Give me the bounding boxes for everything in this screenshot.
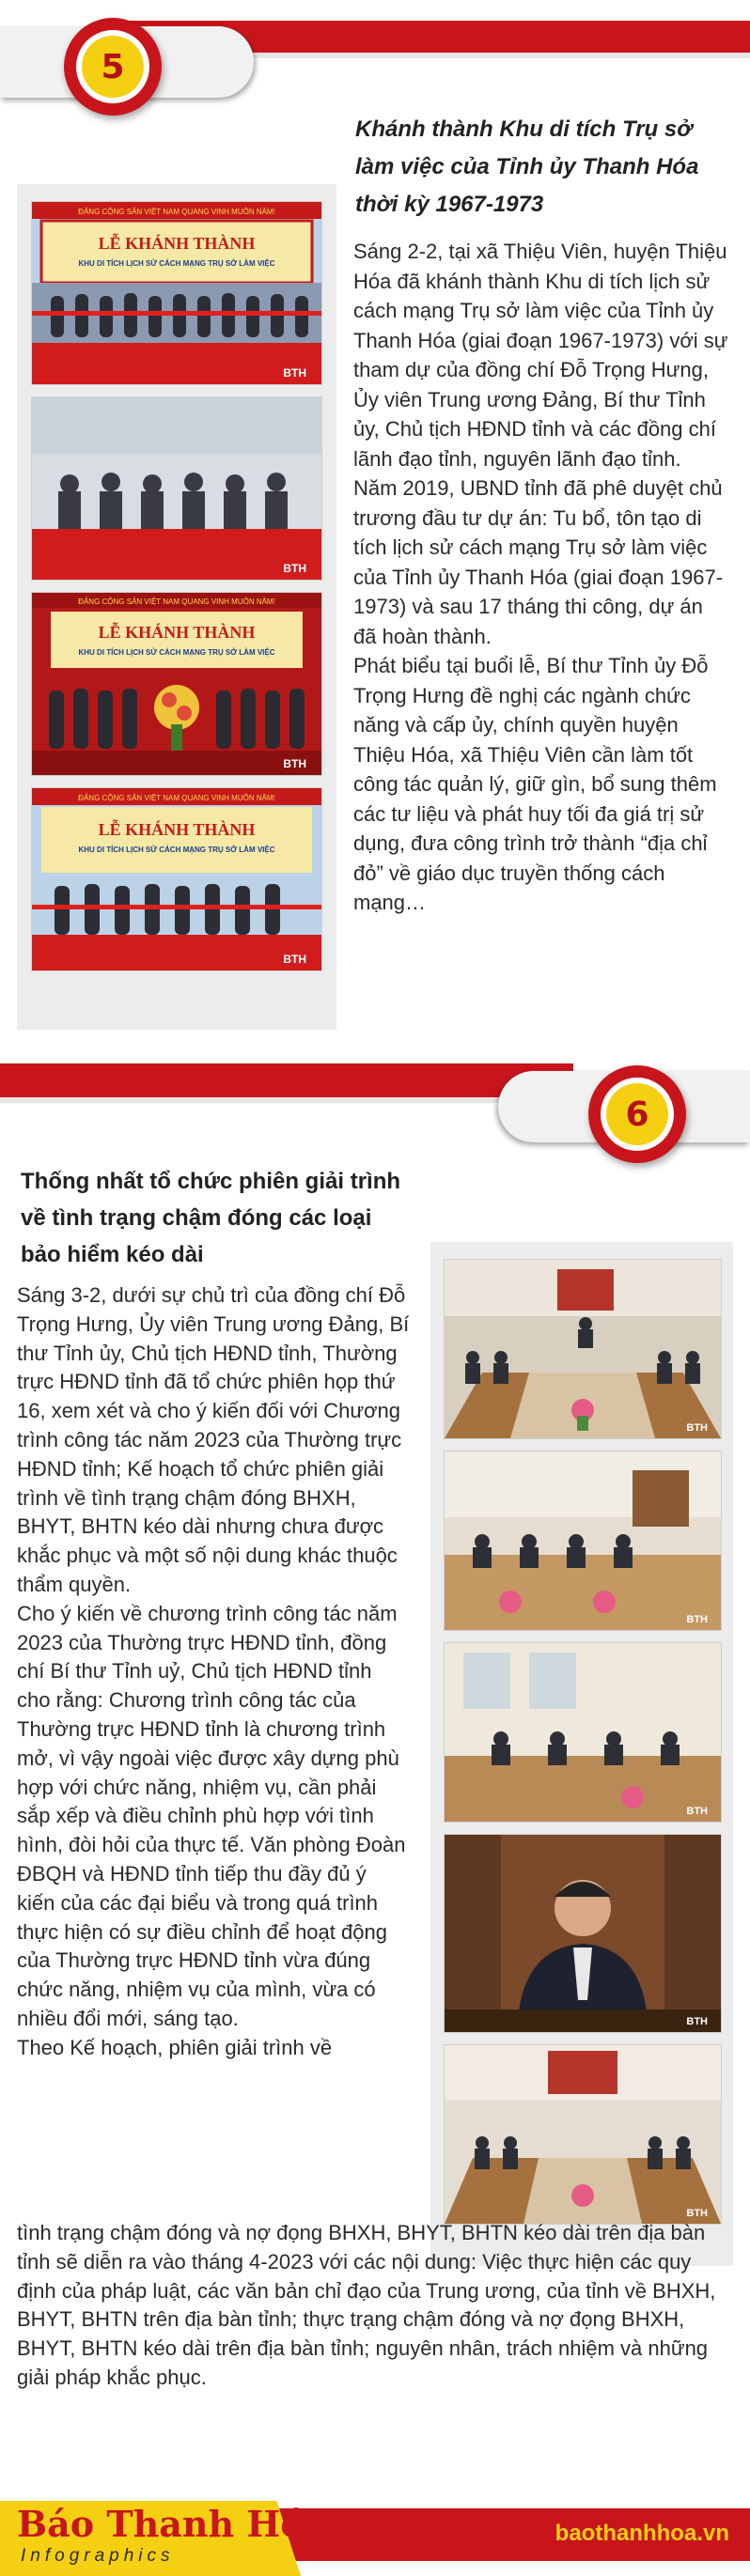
photo-banner-sub: KHU DI TÍCH LỊCH SỬ CÁCH MẠNG TRỤ SỞ LÀM VIỆC — [78, 846, 275, 854]
section6-paragraph-3-continued: tình trạng chậm đóng và nợ đọng BHXH, BHYT, BHTN kéo dài trên địa bàn tỉnh sẽ diễn ra vào tháng 4-2023 với các nội dung: Việc thực hiện các quy định của pháp luật, các văn bản chỉ đạo của Trung ương, của tỉnh về BHXH, BHYT, BHTN trên địa bàn tỉnh; thực trạng chậm đóng và nợ đọng BHXH, BHYT, BHTN kéo dài trên địa bàn tỉnh; nguyên nhân, trách nhiệm và những giải pháp khắc phục. — [17, 2221, 716, 2389]
section5-photo-ribbon-cutting-1 — [31, 201, 322, 385]
section6-body — [17, 1281, 410, 2063]
section6-header-stripe — [0, 1063, 573, 1097]
section5-paragraph-3: Phát biểu tại buổi lễ, Bí thư Tỉnh ủy Đỗ Trọng Hưng đề nghị các ngành chức năng và cấp ủy, chính quyền huyện Thiệu Hóa, xã Thiệu Viên cần làm tốt công tác quản lý, giữ gìn, bổ sung thêm các tư liệu và phát huy tối đa giá trị sử dụng, đưa công trình trở thành “địa chỉ đỏ” về giáo dục truyền thống cách mạng… — [353, 654, 717, 914]
photo-banner-sub: KHU DI TÍCH LỊCH SỬ CÁCH MẠNG TRỤ SỞ LÀM VIỆC — [78, 648, 275, 657]
photo-watermark: BTH — [283, 757, 306, 770]
section5-photo-ribbon-cutting-2 — [31, 787, 322, 971]
section6-number-badge — [588, 1065, 686, 1163]
section5-body — [353, 237, 731, 918]
photo-banner-title: LỄ KHÁNH THÀNH — [98, 820, 256, 839]
section5-photo-audience — [31, 396, 322, 581]
photo-watermark: BTH — [686, 1806, 708, 1817]
section5-number: 5 — [82, 36, 144, 98]
photo-watermark: BTH — [283, 953, 306, 966]
photo-banner-top-text: ĐẢNG CỘNG SẢN VIỆT NAM QUANG VINH MUÔN NĂM! — [78, 597, 275, 606]
footer-brand-logo: Báo Thanh Hóa — [17, 2503, 328, 2545]
photo-banner-title: LỄ KHÁNH THÀNH — [98, 623, 256, 642]
section6-photo-speaker — [444, 1834, 722, 2033]
photo-watermark: BTH — [686, 1422, 708, 1434]
section5-paragraph-1: Sáng 2-2, tại xã Thiệu Viên, huyện Thiệu Hóa đã khánh thành Khu di tích lịch sử cách mạng Trụ sở làm việc của Tỉnh ủy Thanh Hóa (giai đoạn 1967-1973) với sự tham dự của đồng chí Đỗ Trọng Hưng, Ủy viên Trung ương Đảng, Bí thư Tỉnh ủy, Chủ tịch HĐND tỉnh và các đồng chí lãnh đạo tỉnh, nguyên lãnh đạo tỉnh. — [353, 240, 728, 471]
photo-watermark: BTH — [686, 1614, 708, 1625]
section5-paragraph-2: Năm 2019, UBND tỉnh đã phê duyệt chủ trương đầu tư dự án: Tu bổ, tôn tạo di tích lịch sử cách mạng Trụ sở làm việc của Tỉnh ủy Thanh Hóa (giai đoạn 1967-1973) và sau 17 tháng thi công, dự án đã hoàn thành. — [353, 476, 724, 648]
section6-title: Thống nhất tổ chức phiên giải trình về tình trạng chậm đóng các loại bảo hiểm kéo dài — [21, 1169, 401, 1267]
photo-watermark: BTH — [686, 2208, 708, 2219]
footer-brand-subtitle: Infographics — [21, 2546, 175, 2566]
section6-photo-meeting-3 — [444, 1642, 722, 1823]
section6-body-wide — [17, 2219, 733, 2393]
section6-photo-meeting-2 — [444, 1451, 722, 1631]
photo-watermark: BTH — [686, 2016, 708, 2027]
photo-banner-top-text: ĐẢNG CỘNG SẢN VIỆT NAM QUANG VINH MUÔN NĂM! — [78, 208, 275, 216]
photo-banner-title: LỄ KHÁNH THÀNH — [98, 234, 256, 253]
section6-paragraph-1: Sáng 3-2, dưới sự chủ trì của đồng chí Đỗ Trọng Hưng, Ủy viên Trung ương Đảng, Bí thư Tỉnh ủy, Chủ tịch HĐND tỉnh, Thường trực HĐND tỉnh đã tổ chức phiên họp thứ 16, xem xét và cho ý kiến đối với Chương trình công tác năm 2023 của Thường trực HĐND tỉnh; Kế hoạch tổ chức phiên giải trình về tình trạng chậm đóng BHXH, BHYT, BHTN kéo dài nhưng chưa được khắc phục và một số nội dung khác thuộc thẩm quyền. — [17, 1283, 410, 1596]
section5-number-badge — [64, 18, 162, 116]
section5-photo-stage — [31, 592, 322, 776]
section6-photo-meeting-5 — [444, 2044, 722, 2225]
section6-paragraph-3: Theo Kế hoạch, phiên giải trình về — [17, 2035, 333, 2059]
section5-title: Khánh thành Khu di tích Trụ sở làm việc của Tỉnh ủy Thanh Hóa thời kỳ 1967-1973 — [355, 116, 699, 217]
section5-photo-column — [17, 184, 336, 1030]
photo-banner-top-text: ĐẢNG CỘNG SẢN VIỆT NAM QUANG VINH MUÔN NĂM! — [78, 794, 275, 802]
footer-website-link[interactable]: baothanhhoa.vn — [555, 2521, 729, 2546]
section6-photo-column — [430, 1242, 733, 2266]
photo-watermark: BTH — [283, 562, 306, 575]
photo-banner-sub: KHU DI TÍCH LỊCH SỬ CÁCH MẠNG TRỤ SỞ LÀM VIỆC — [78, 259, 275, 268]
section6-photo-meeting-1 — [444, 1259, 722, 1439]
photo-watermark: BTH — [283, 366, 306, 380]
section6-paragraph-2: Cho ý kiến về chương trình công tác năm 2023 của Thường trực HĐND tỉnh, đồng chí Bí thư Tỉnh uỷ, Chủ tịch HĐND tỉnh cho rằng: Chương trình công tác của Thường trực HĐND tỉnh là chương trình mở, vì vậy ngoài việc được xây dựng phù hợp với chức năng, nhiệm vụ, cần phải sắp xếp và điều chỉnh phù hợp với tình hình, đòi hỏi của thực tế. Văn phòng Đoàn ĐBQH và HĐND tỉnh tiếp thu đầy đủ ý kiến của các đại biểu và trong quá trình thực hiện có sự điều chỉnh để hoạt động của Thường trực HĐND tỉnh vừa đúng chức năng, nhiệm vụ của mình, vừa có nhiều đổi mới, sáng tạo. — [17, 1601, 406, 2030]
section6-number: 6 — [606, 1083, 668, 1145]
